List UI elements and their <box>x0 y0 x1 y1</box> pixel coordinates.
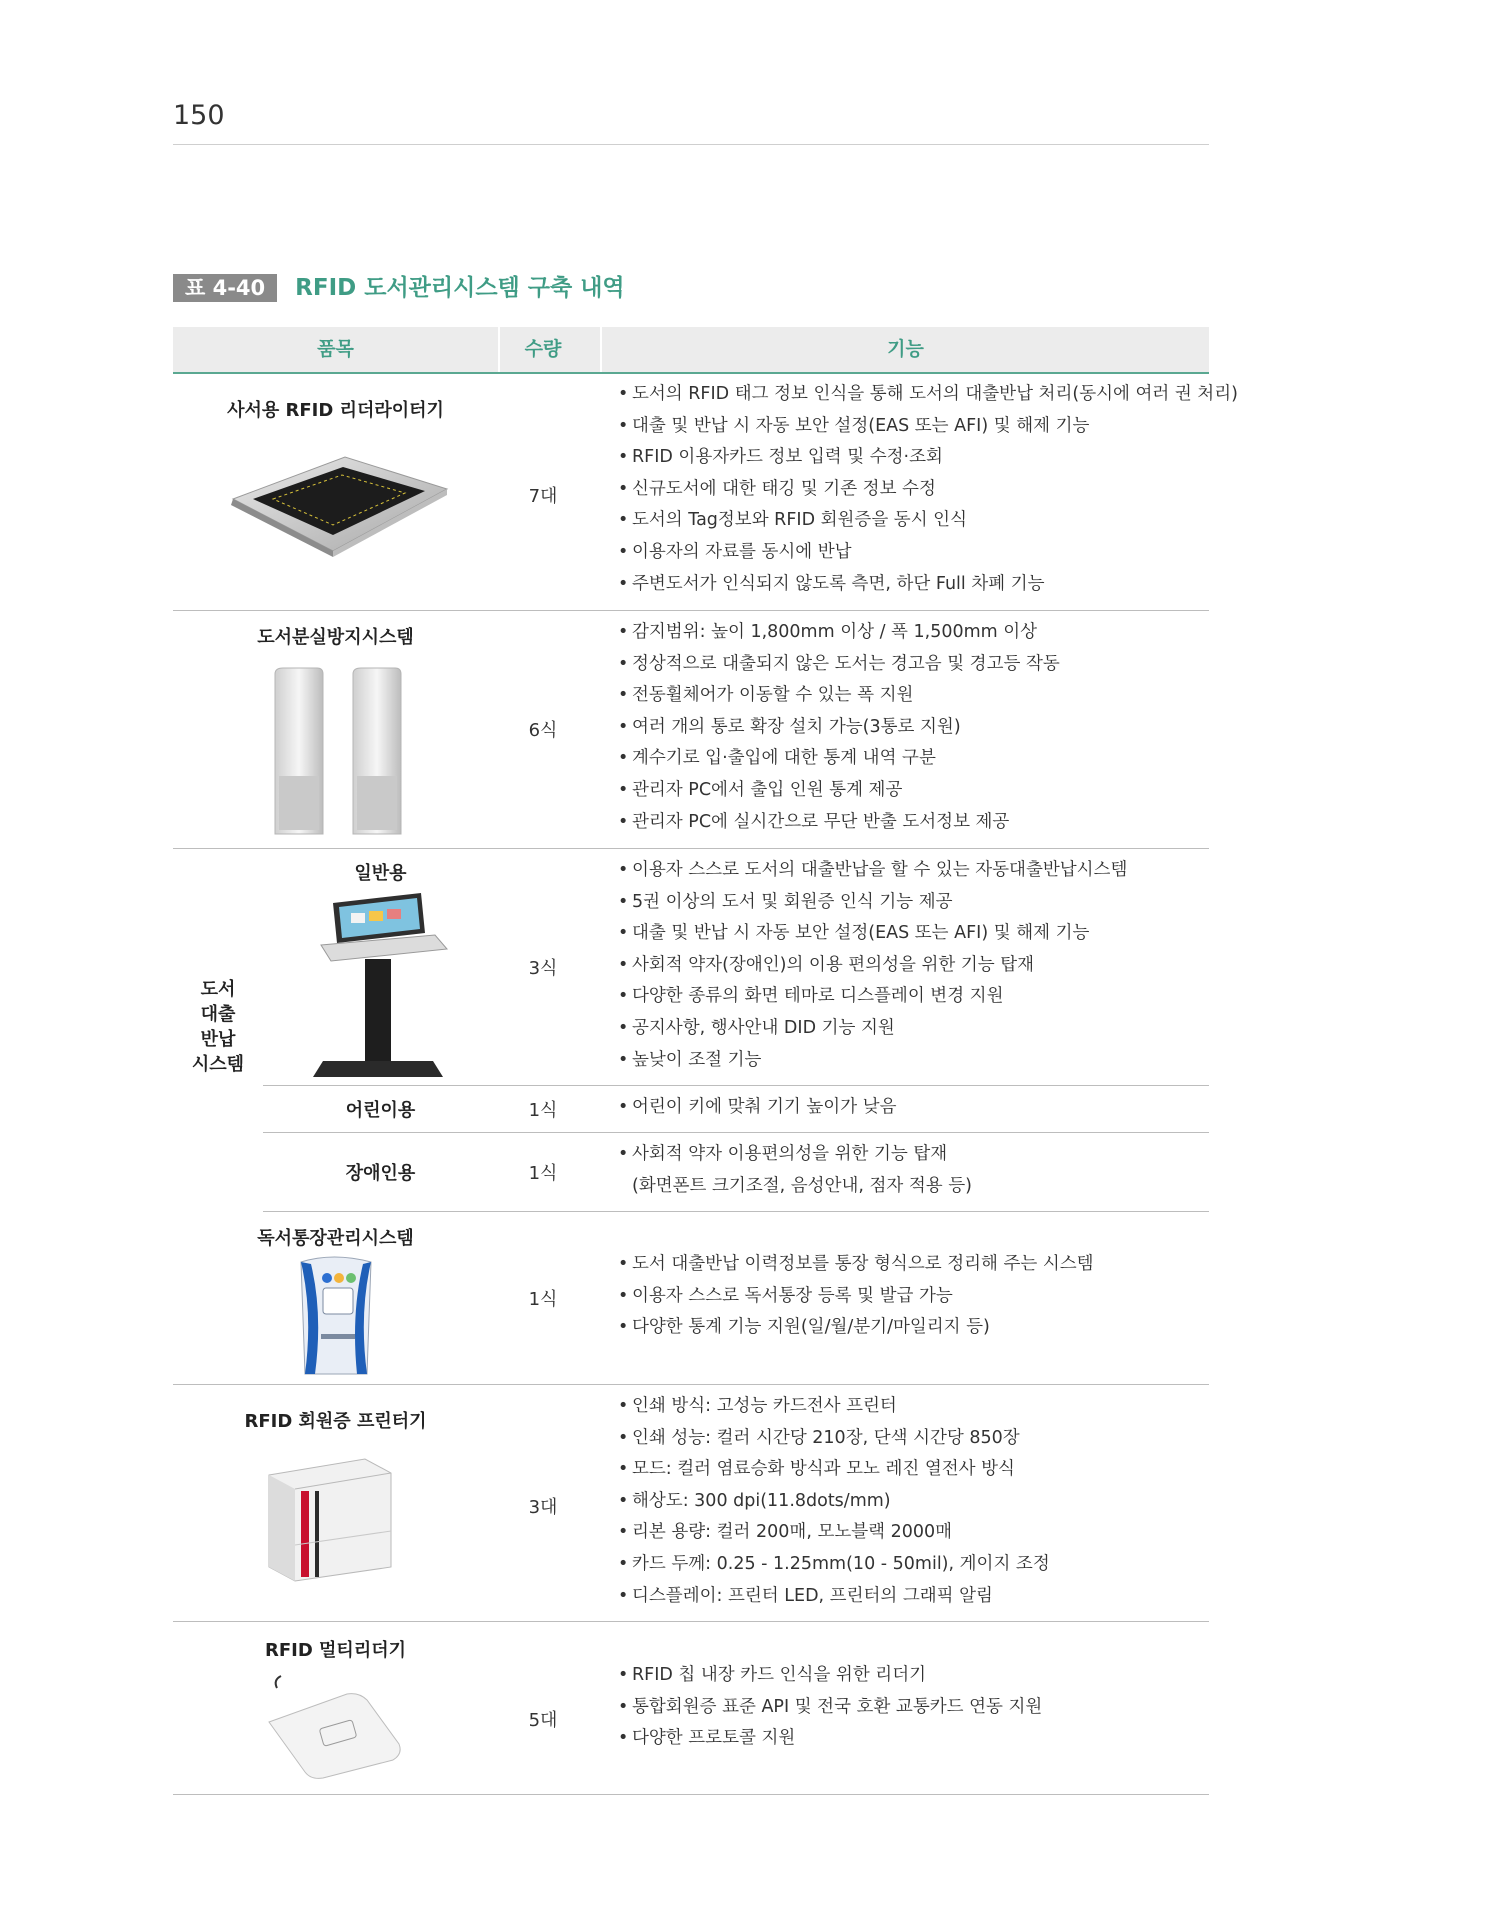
table-title: RFID 도서관리시스템 구축 내역 <box>295 275 625 301</box>
rfid-reader-writer-image <box>225 449 455 559</box>
feature-item: • 감지범위: 높이 1,800mm 이상 / 폭 1,500mm 이상 <box>618 617 1060 649</box>
feature-item: • 대출 및 반납 시 자동 보안 설정(EAS 또는 AFI) 및 해제 기능 <box>618 918 1127 950</box>
feature-item: • 신규도서에 대한 태깅 및 기존 정보 수정 <box>618 474 1238 506</box>
group-label-line: 시스템 <box>191 1054 245 1075</box>
item-name: 일반용 <box>354 863 407 884</box>
feature-item: • 리본 용량: 컬러 200매, 모노블랙 2000매 <box>618 1517 1050 1549</box>
table-row <box>173 374 1238 611</box>
group-label-line: 도서 <box>200 979 236 1000</box>
feature-list <box>618 1391 1050 1612</box>
feature-item: • 카드 두께: 0.25 - 1.25mm(10 - 50mil), 게이지 조정 <box>618 1549 1050 1581</box>
feature-list <box>618 1092 896 1124</box>
item-quantity: 1식 <box>528 1163 558 1184</box>
feature-item: • 이용자 스스로 도서의 대출반납을 할 수 있는 자동대출반납시스템 <box>618 855 1127 887</box>
feature-item: • 이용자의 자료를 동시에 반납 <box>618 537 1238 569</box>
item-name: 도서분실방지시스템 <box>257 627 414 648</box>
feature-item: • 인쇄 방식: 고성능 카드전사 프린터 <box>618 1391 1050 1423</box>
item-name: 사서용 RFID 리더라이터기 <box>227 400 444 421</box>
item-name: 어린이용 <box>345 1100 416 1121</box>
page-number: 150 <box>173 100 225 131</box>
item-name: 독서통장관리시스템 <box>257 1228 414 1249</box>
feature-item: • 도서의 Tag정보와 RFID 회원증을 동시 인식 <box>618 505 1238 537</box>
group-label <box>173 977 263 1077</box>
feature-list <box>618 379 1238 600</box>
feature-item: • 다양한 종류의 화면 테마로 디스플레이 변경 지원 <box>618 981 1127 1013</box>
feature-item: • 디스플레이: 프린터 LED, 프린터의 그래픽 알림 <box>618 1581 1050 1613</box>
feature-item: • 어린이 키에 맞춰 기기 높이가 낮음 <box>618 1092 896 1124</box>
table-row <box>173 611 1209 849</box>
feature-item: • 다양한 통계 기능 지원(일/월/분기/마일리지 등) <box>618 1312 1094 1344</box>
feature-item: • 관리자 PC에 실시간으로 무단 반출 도서정보 제공 <box>618 807 1060 839</box>
feature-item: • 통합회원증 표준 API 및 전국 호환 교통카드 연동 지원 <box>618 1692 1042 1724</box>
feature-item: • RFID 이용자카드 정보 입력 및 수정·조회 <box>618 442 1238 474</box>
group-label-line: 대출 <box>200 1004 236 1025</box>
header-function: 기능 <box>887 338 924 360</box>
feature-list <box>618 1660 1042 1755</box>
feature-item: • 사회적 약자 이용편의성을 위한 기능 탑재 <box>618 1139 972 1171</box>
table-row <box>173 1212 1209 1385</box>
item-name: 장애인용 <box>345 1163 416 1184</box>
item-quantity: 7대 <box>528 486 558 507</box>
feature-item: • 높낮이 조절 기능 <box>618 1045 1127 1077</box>
feature-item: • 여러 개의 통로 확장 설치 가능(3통로 지원) <box>618 712 1060 744</box>
feature-item: • 도서의 RFID 태그 정보 인식을 통해 도서의 대출반납 처리(동시에 여러 권 처리) <box>618 379 1238 411</box>
table-row <box>263 1086 1209 1133</box>
feature-list <box>618 617 1060 838</box>
table-caption <box>173 274 625 302</box>
feature-item: • 해상도: 300 dpi(11.8dots/mm) <box>618 1486 1050 1518</box>
table-row <box>173 1385 1209 1622</box>
header-rule <box>173 144 1209 145</box>
feature-item: • 5권 이상의 도서 및 회원증 인식 기능 제공 <box>618 887 1127 919</box>
feature-item: • RFID 칩 내장 카드 인식을 위한 리더기 <box>618 1660 1042 1692</box>
feature-item: • 주변도서가 인식되지 않도록 측면, 하단 Full 차폐 기능 <box>618 569 1238 601</box>
card-printer-image <box>265 1455 395 1585</box>
item-quantity: 1식 <box>528 1100 558 1121</box>
feature-item: • 도서 대출반납 이력정보를 통장 형식으로 정리해 주는 시스템 <box>618 1249 1094 1281</box>
feature-item: • 사회적 약자(장애인)의 이용 편의성을 위한 기능 탑재 <box>618 950 1127 982</box>
item-name: RFID 회원증 프린터기 <box>244 1411 427 1432</box>
equipment-table <box>173 327 1238 1749</box>
self-checkout-kiosk-image <box>303 891 453 1079</box>
table-row <box>263 849 1209 1086</box>
feature-list <box>618 1139 972 1202</box>
item-quantity: 3대 <box>528 1497 558 1518</box>
feature-item: • 대출 및 반납 시 자동 보안 설정(EAS 또는 AFI) 및 해제 기능 <box>618 411 1238 443</box>
item-quantity: 3식 <box>528 958 558 979</box>
item-quantity: 1식 <box>528 1289 558 1310</box>
header-quantity: 수량 <box>524 338 562 360</box>
table-row <box>173 1622 1209 1795</box>
table-number-label: 표 4-40 <box>173 274 277 302</box>
table-row <box>263 1133 1209 1212</box>
table-header <box>173 327 1209 374</box>
reading-passbook-kiosk-image <box>293 1254 383 1378</box>
feature-item: • 전동휠체어가 이동할 수 있는 폭 지원 <box>618 680 1060 712</box>
feature-item: • 다양한 프로토콜 지원 <box>618 1723 1042 1755</box>
feature-item: • 이용자 스스로 독서통장 등록 및 발급 가능 <box>618 1281 1094 1313</box>
header-item: 품목 <box>317 338 354 360</box>
item-name: RFID 멀티리더기 <box>264 1640 406 1661</box>
feature-item: • 인쇄 성능: 컬러 시간당 210장, 단색 시간당 850장 <box>618 1423 1050 1455</box>
feature-list <box>618 855 1127 1076</box>
feature-item: • 공지사항, 행사안내 DID 기능 지원 <box>618 1013 1127 1045</box>
feature-item: • 정상적으로 대출되지 않은 도서는 경고음 및 경고등 작동 <box>618 649 1060 681</box>
feature-item: • 계수기로 입·출입에 대한 통계 내역 구분 <box>618 743 1060 775</box>
multi-reader-image <box>263 1672 403 1782</box>
item-quantity: 5대 <box>528 1710 558 1731</box>
feature-item: • 관리자 PC에서 출입 인원 통계 제공 <box>618 775 1060 807</box>
item-quantity: 6식 <box>528 720 558 741</box>
feature-item-continuation: (화면폰트 크기조절, 음성안내, 점자 적용 등) <box>632 1175 972 1196</box>
feature-list <box>618 1249 1094 1344</box>
feature-item: • 모드: 컬러 염료승화 방식과 모노 레진 열전사 방식 <box>618 1454 1050 1486</box>
group-label-line: 반납 <box>200 1029 236 1050</box>
security-gate-image <box>271 666 411 838</box>
